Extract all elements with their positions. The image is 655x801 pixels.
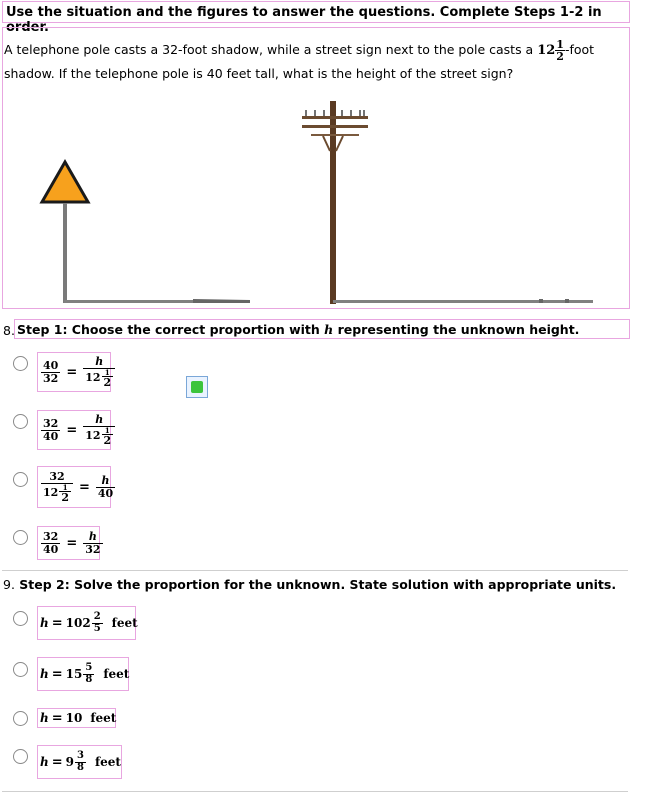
green-status-icon [186,376,208,398]
bottom-separator [2,791,628,792]
q9-option-b[interactable]: h = 15 5 8 feet [37,657,129,691]
q9-prompt: 9. Step 2: Solve the proportion for the unknown. State solution with appropriate units. [3,577,617,592]
q8-prompt: Step 1: Choose the correct proportion with h representing the unknown height. [14,319,630,339]
problem-box [2,27,630,309]
telephone-pole-icon [302,101,368,304]
q8-number: 8. [3,323,15,338]
q9-option-b-radio[interactable] [13,662,28,677]
problem-text-before: A telephone pole casts a 32-foot shadow, while a street sign next to the pole casts a [4,42,538,57]
q8-option-a-radio[interactable] [13,356,28,371]
q8-option-c[interactable]: 32 12 1 2 = $\frac{h}{40}$ [37,466,111,508]
q8-option-b[interactable]: $\frac{32}{40}$ = h 12 1 2 [37,410,111,450]
q8-option-b-radio[interactable] [13,414,28,429]
shadow-figure [3,96,629,308]
sign-shadow-value: 12 $\frac{1}{2}$ [537,38,564,63]
q9-option-a[interactable]: h = 102 2 5 feet [37,606,136,640]
q9-option-d-radio[interactable] [13,749,28,764]
problem-text-after: -foot shadow. If the telephone pole is 40 feet tall, what is the height of the street sign? [4,42,595,81]
instructions-heading: Use the situation and the figures to answer the questions. Complete Steps 1-2 in order. [2,1,630,23]
q8-option-d-radio[interactable] [13,530,28,545]
q9-option-c[interactable]: h = 10 feet [37,708,116,728]
q9-option-c-radio[interactable] [13,711,28,726]
sign-post [63,203,67,303]
q8-option-d[interactable]: $\frac{32}{40}$ = $\frac{h}{32}$ [37,526,100,560]
pole-shadow [333,300,593,303]
problem-text [4,38,624,85]
q9-option-d[interactable]: h = 9 3 8 feet [37,745,122,779]
separator [2,570,628,571]
q9-option-a-radio[interactable] [13,611,28,626]
q8-option-c-radio[interactable] [13,472,28,487]
q8-option-a[interactable]: $\frac{40}{32}$ = h 12 1 2 [37,352,111,392]
street-sign-icon [42,162,88,202]
